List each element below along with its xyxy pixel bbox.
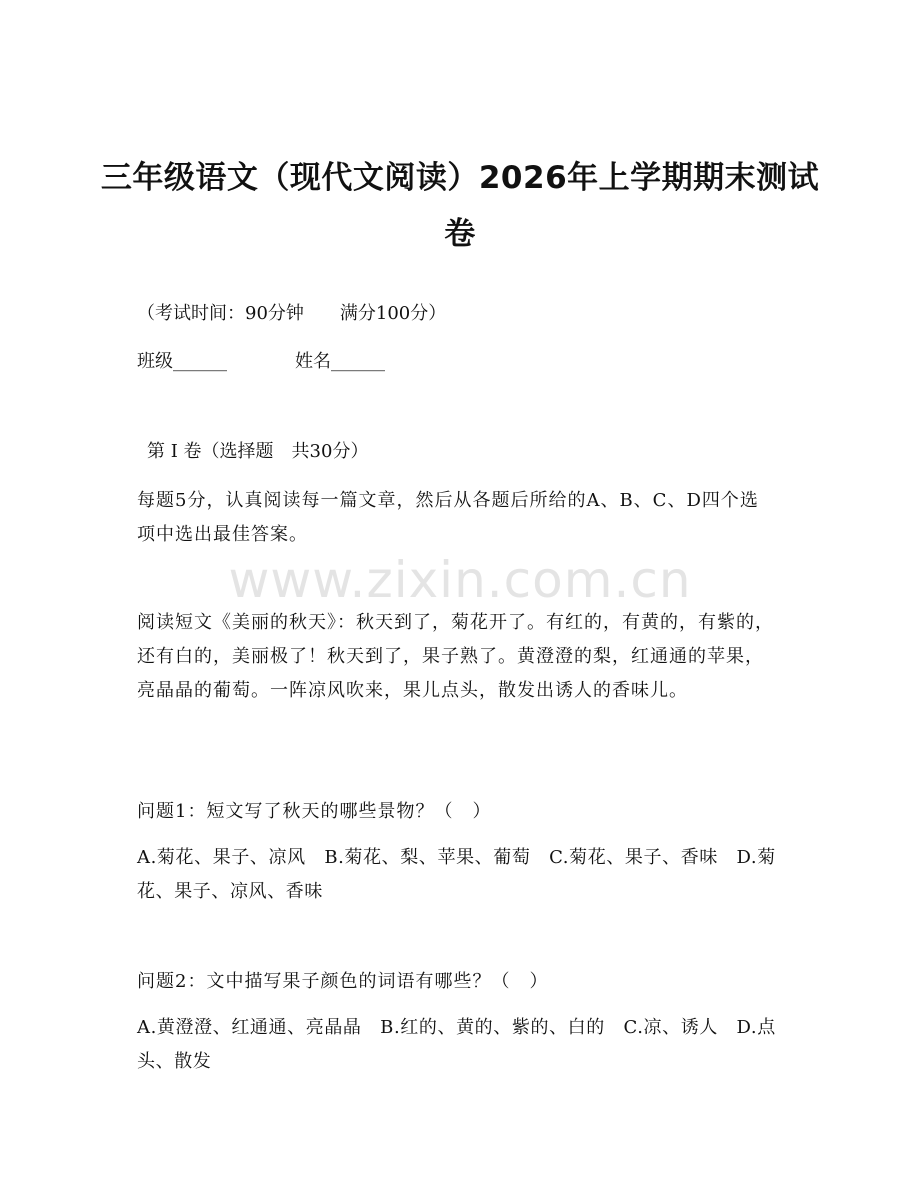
- exam-info: （考试时间：90分钟 满分100分）: [137, 303, 447, 324]
- class-label: 班级______: [137, 351, 227, 372]
- name-label: 姓名______: [295, 351, 385, 372]
- reading-passage: 阅读短文《美丽的秋天》：秋天到了，菊花开了。有红的，有黄的，有紫的，还有白的，美丽极了！秋天到了，果子熟了。黄澄澄的梨，红通通的苹果，亮晶晶的葡萄。一阵凉风吹来，果儿点头，散发出诱人的香味儿。: [137, 612, 774, 701]
- watermark: www.zixin.com.cn: [228, 551, 692, 609]
- section-heading: 第 I 卷（选择题 共30分）: [147, 441, 369, 462]
- question-2: 问题2：文中描写果子颜色的词语有哪些？（ ）: [137, 971, 549, 992]
- question-1-options: A.菊花、果子、凉风 B.菊花、梨、苹果、葡萄 C.菊花、果子、香味 D.菊花、果子、凉风、香味: [137, 847, 776, 902]
- document-title: 三年级语文（现代文阅读）2026年上学期期末测试卷: [100, 160, 820, 252]
- instructions: 每题5分，认真阅读每一篇文章，然后从各题后所给的A、B、C、D四个选项中选出最佳答案。: [137, 490, 759, 545]
- name-field: [295, 348, 385, 376]
- question-1: 问题1：短文写了秋天的哪些景物？（ ）: [137, 801, 492, 822]
- class-field: [137, 348, 227, 376]
- question-2-options: A.黄澄澄、红通通、亮晶晶 B.红的、黄的、紫的、白的 C.凉、诱人 D.点头、散发: [137, 1017, 776, 1072]
